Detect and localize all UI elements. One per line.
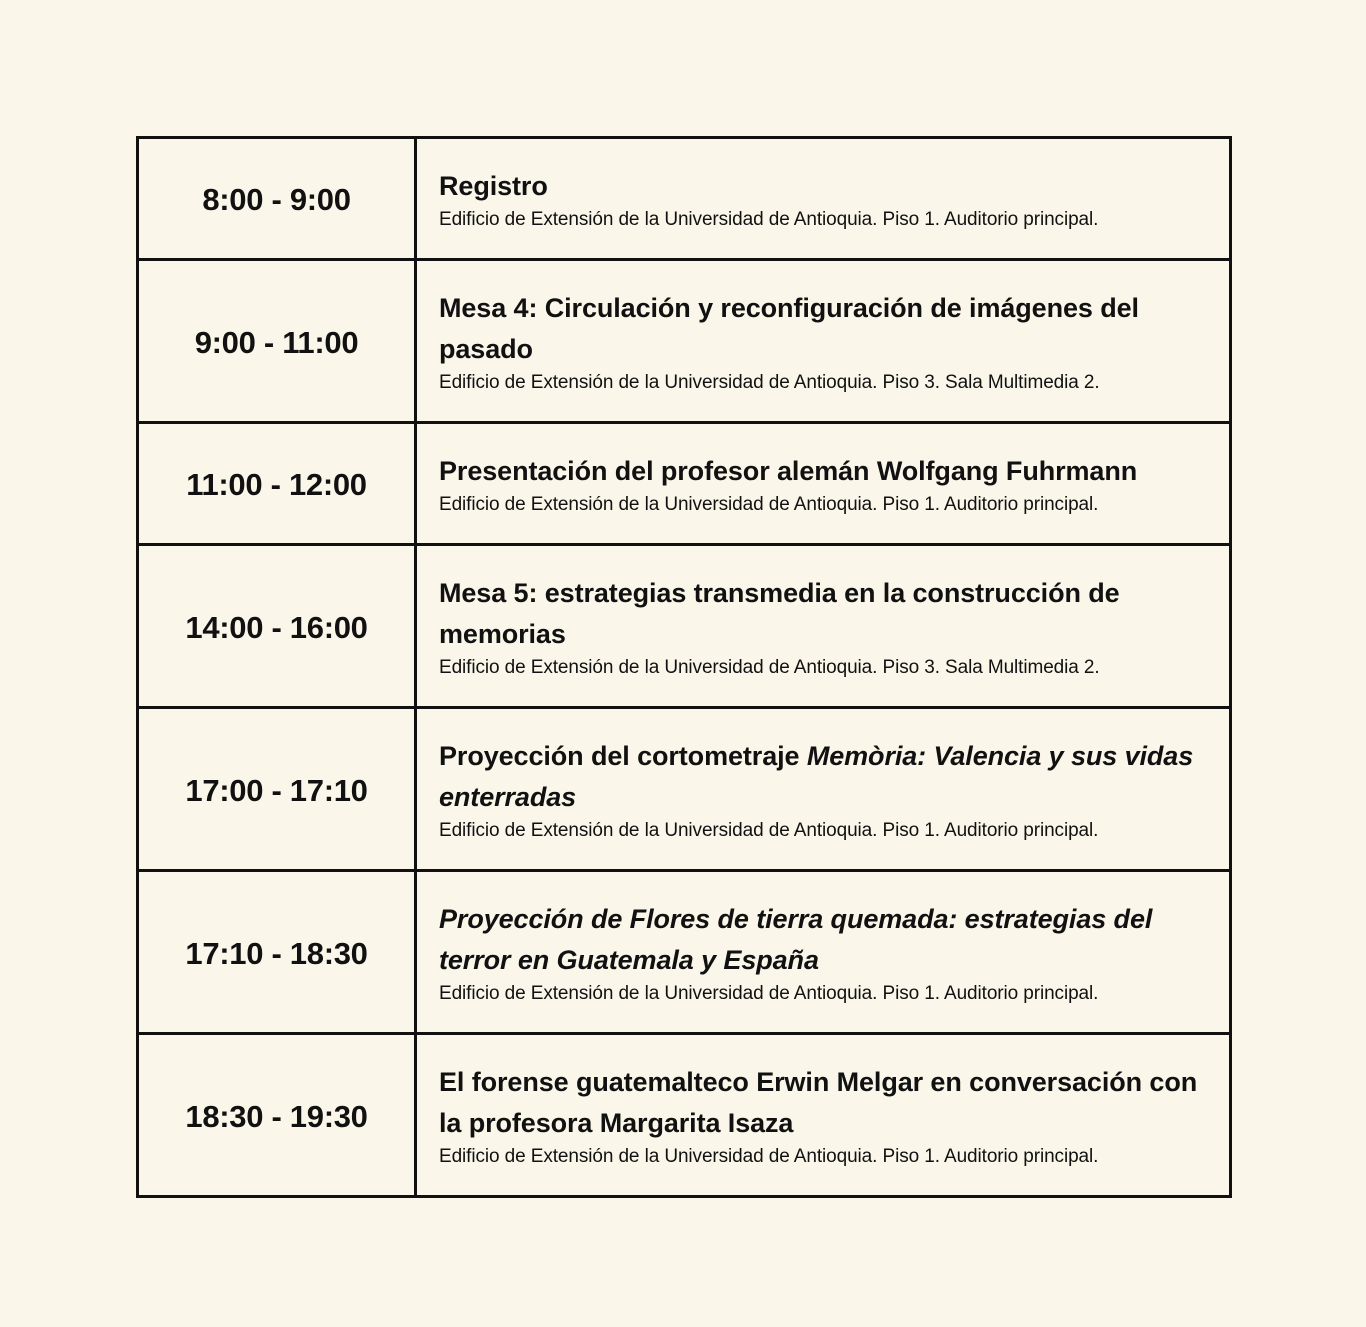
event-title [439,736,1209,818]
event-cell [416,138,1231,260]
event-location: Edificio de Extensión de la Universidad de Antioquia. Piso 3. Sala Multimedia 2. [439,371,1100,393]
time-slot: 8:00 - 9:00 [138,138,416,260]
event-title: Mesa 5: estrategias transmedia en la construcción de memorias [439,577,1120,649]
event-location: Edificio de Extensión de la Universidad de Antioquia. Piso 1. Auditorio principal. [439,819,1099,841]
table-row [138,423,1231,545]
event-cell [416,1034,1231,1197]
table-row [138,138,1231,260]
event-title: Mesa 4: Circulación y reconfiguración de imágenes del pasado [439,292,1139,364]
event-cell [416,423,1231,545]
event-title: Registro [439,170,548,201]
event-location: Edificio de Extensión de la Universidad de Antioquia. Piso 1. Auditorio principal. [439,982,1099,1004]
table-row [138,708,1231,871]
event-cell [416,871,1231,1034]
film-title: Memòria: Valencia y sus vidas enterradas [439,740,1194,812]
time-slot: 11:00 - 12:00 [138,423,416,545]
event-title [439,899,1209,981]
event-cell [416,260,1231,423]
event-title: Presentación del profesor alemán Wolfgang Fuhrmann [439,455,1138,486]
time-slot: 14:00 - 16:00 [138,545,416,708]
table-row [138,1034,1231,1197]
time-slot: 9:00 - 11:00 [138,260,416,423]
event-location: Edificio de Extensión de la Universidad de Antioquia. Piso 1. Auditorio principal. [439,493,1099,515]
event-location: Edificio de Extensión de la Universidad de Antioquia. Piso 1. Auditorio principal. [439,1145,1099,1167]
table-row [138,545,1231,708]
schedule-table [136,136,1232,1198]
table-row [138,871,1231,1034]
time-slot: 17:00 - 17:10 [138,708,416,871]
event-cell [416,545,1231,708]
time-slot: 18:30 - 19:30 [138,1034,416,1197]
film-title: Proyección de Flores de tierra quemada: estrategias del terror en Guatemala y España [439,903,1153,975]
event-title: El forense guatemalteco Erwin Melgar en conversación con la profesora Margarita Isaza [439,1066,1198,1138]
event-location: Edificio de Extensión de la Universidad de Antioquia. Piso 1. Auditorio principal. [439,208,1099,230]
event-title-prefix: Proyección del cortometraje [439,740,807,771]
table-row [138,260,1231,423]
event-cell [416,708,1231,871]
time-slot: 17:10 - 18:30 [138,871,416,1034]
event-location: Edificio de Extensión de la Universidad de Antioquia. Piso 3. Sala Multimedia 2. [439,656,1100,678]
